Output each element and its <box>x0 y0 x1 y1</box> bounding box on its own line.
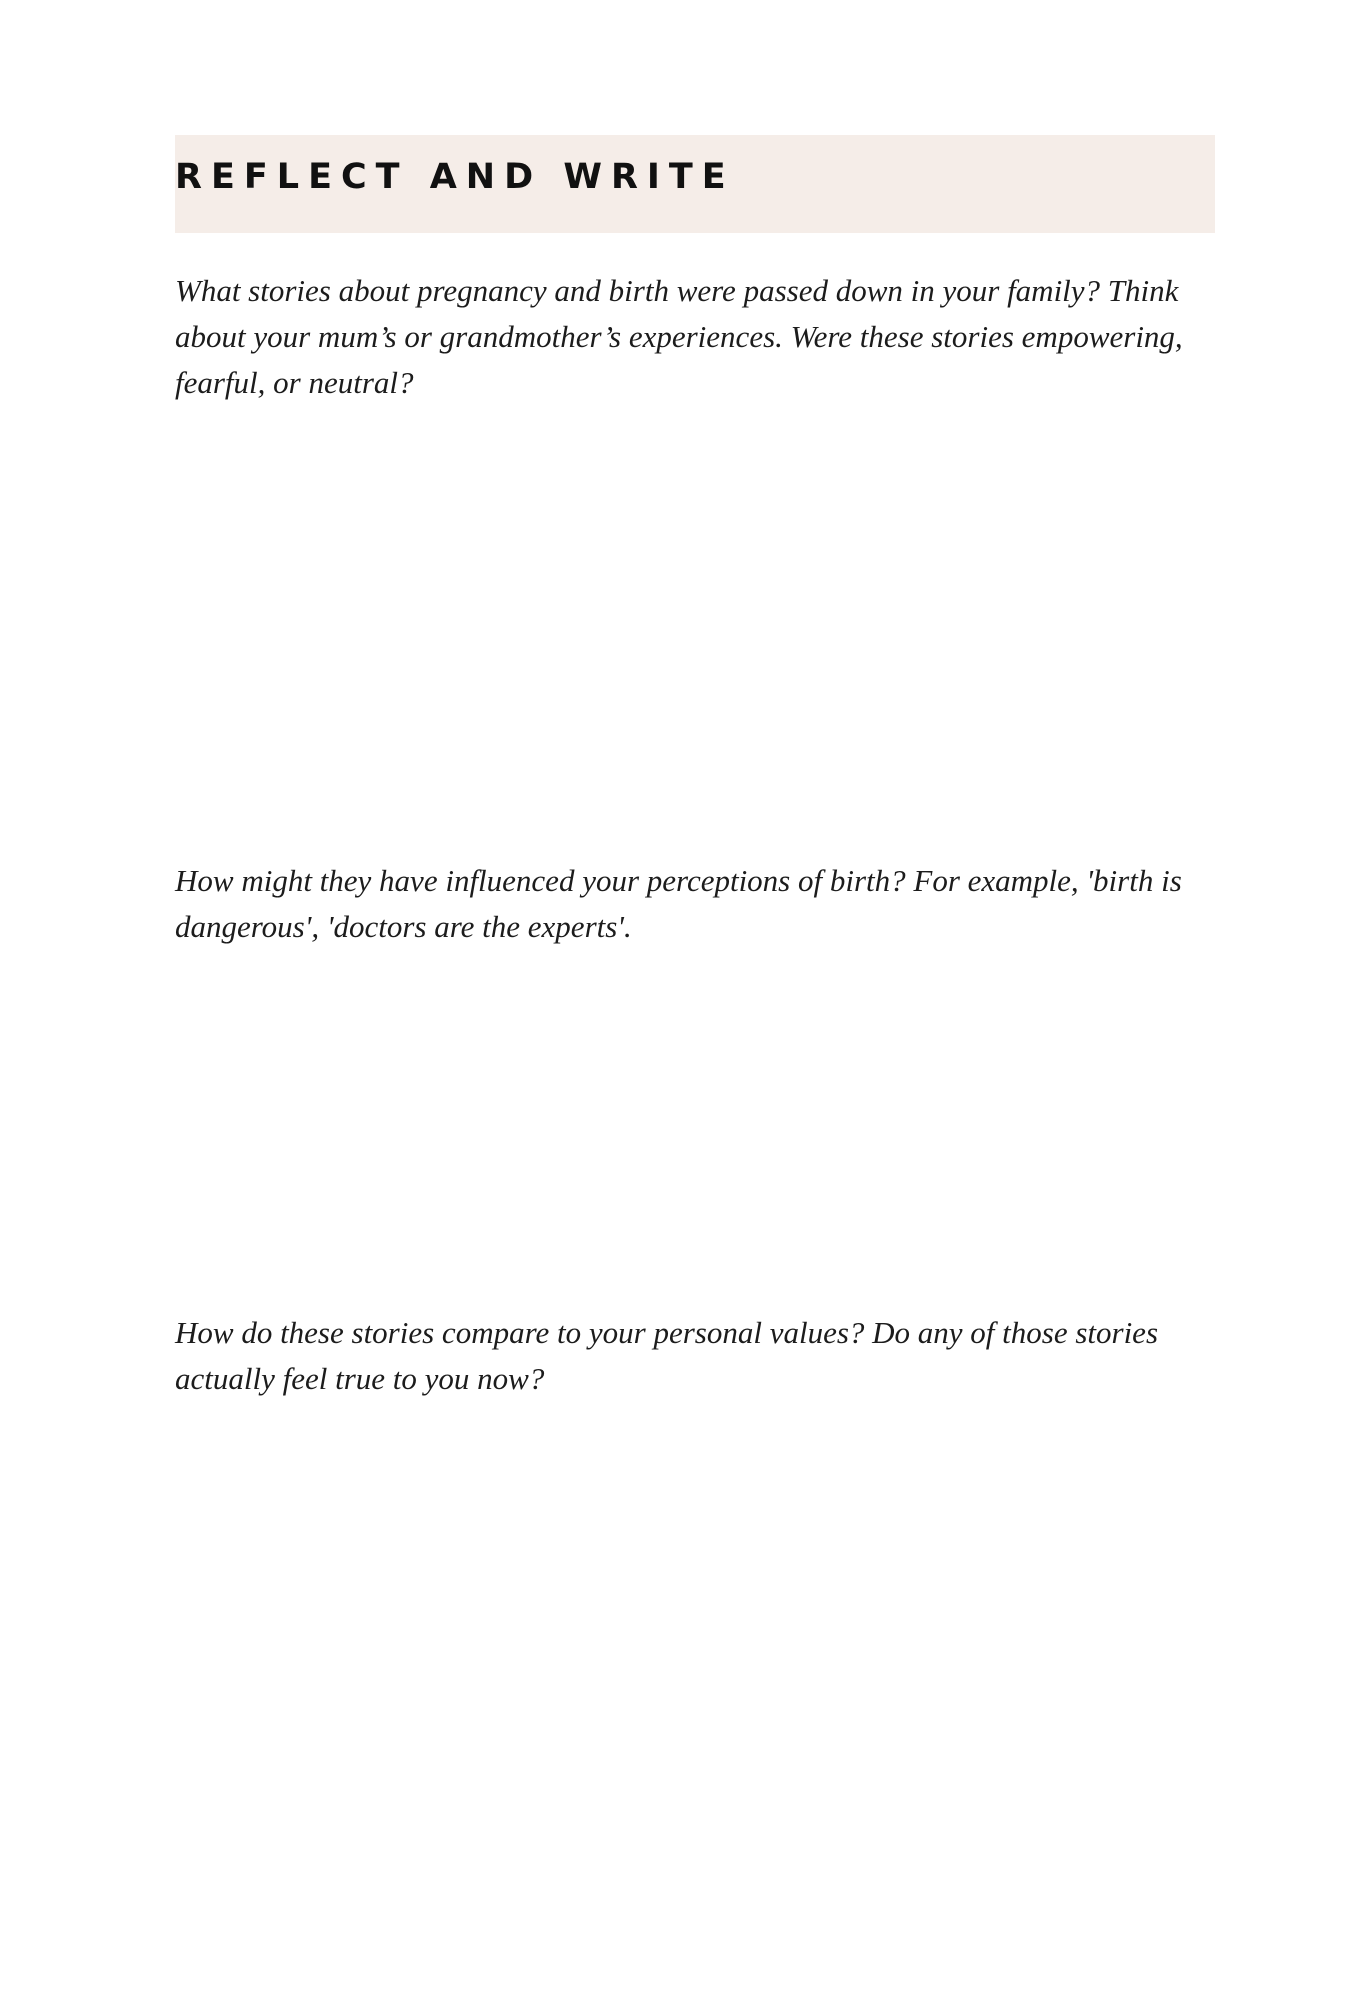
reflection-prompt-2: How might they have influenced your perceptions of birth? For example, 'birth is dangerous', 'doctors are the experts'. <box>175 863 1182 944</box>
writing-space-2[interactable] <box>175 955 1215 1295</box>
writing-space-1[interactable] <box>175 410 1215 840</box>
reflection-prompt-3: How do these stories compare to your personal values? Do any of those stories actually feel true to you now? <box>175 1315 1159 1396</box>
section-title: REFLECT AND WRITE <box>175 157 735 197</box>
writing-space-3[interactable] <box>175 1405 1215 1925</box>
reflection-prompt-1: What stories about pregnancy and birth were passed down in your family? Think about your mum’s or grandmother’s experiences. Were these stories empowering, fearful, or neutral? <box>175 273 1183 400</box>
